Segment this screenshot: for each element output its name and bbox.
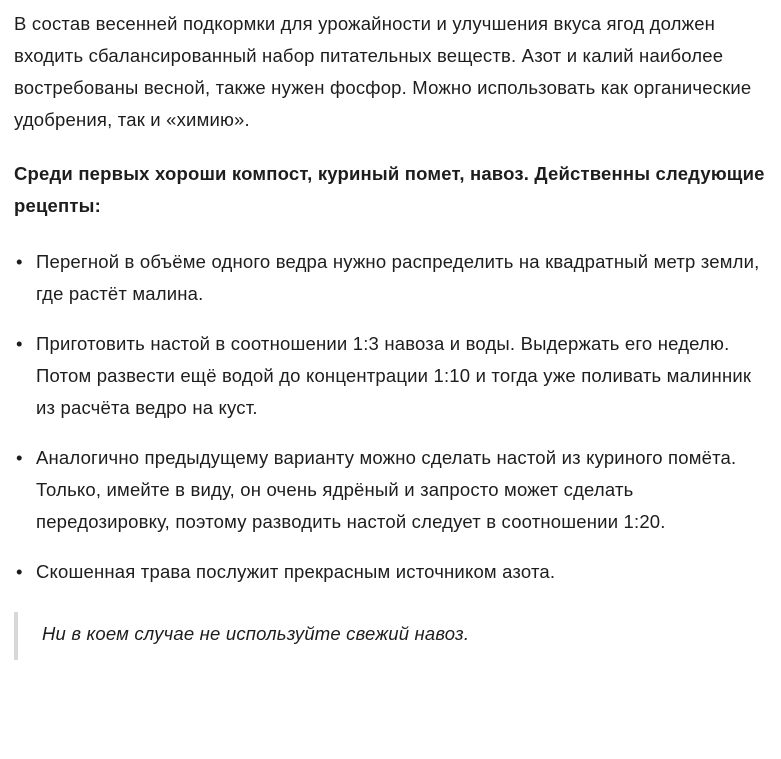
list-item-text: Приготовить настой в соотношении 1:3 навоза и воды. Выдержать его неделю. Потом развести ещё водой до концентрации 1:10 и тогда уже поливать малинник из расчёта ведро на куст. bbox=[36, 333, 752, 418]
bullet-icon: • bbox=[16, 447, 23, 468]
list-item bbox=[14, 442, 767, 538]
list-item bbox=[14, 246, 767, 310]
paragraph-intro: В состав весенней подкормки для урожайности и улучшения вкуса ягод должен входить сбалансированный набор питательных веществ. Азот и калий наиболее востребованы весной, также нужен фосфор. Можно использовать как органические удобрения, так и «химию». bbox=[14, 13, 752, 130]
bullet-icon: • bbox=[16, 333, 23, 354]
list-item-text: Перегной в объёме одного ведра нужно распределить на квадратный метр земли, где растёт малина. bbox=[36, 251, 760, 304]
list-item bbox=[14, 556, 767, 588]
list-item-text: Аналогично предыдущему варианту можно сделать настой из куриного помёта. Только, имейте в виду, он очень ядрёный и запросто может сделать передозировку, поэтому разводить настой следует в соотношении 1:20. bbox=[36, 447, 737, 532]
paragraph-recipes-lead: Среди первых хороши компост, куриный помет, навоз. Действенны следующие рецепты: bbox=[14, 163, 765, 216]
list-item-text: Скошенная трава послужит прекрасным источником азота. bbox=[36, 561, 556, 582]
bullet-icon: • bbox=[16, 251, 23, 272]
warning-quote bbox=[14, 612, 767, 660]
bullet-icon: • bbox=[16, 561, 23, 582]
list-item bbox=[14, 328, 767, 424]
recipe-list bbox=[14, 246, 767, 588]
warning-quote-text: Ни в коем случае не используйте свежий навоз. bbox=[42, 623, 470, 644]
